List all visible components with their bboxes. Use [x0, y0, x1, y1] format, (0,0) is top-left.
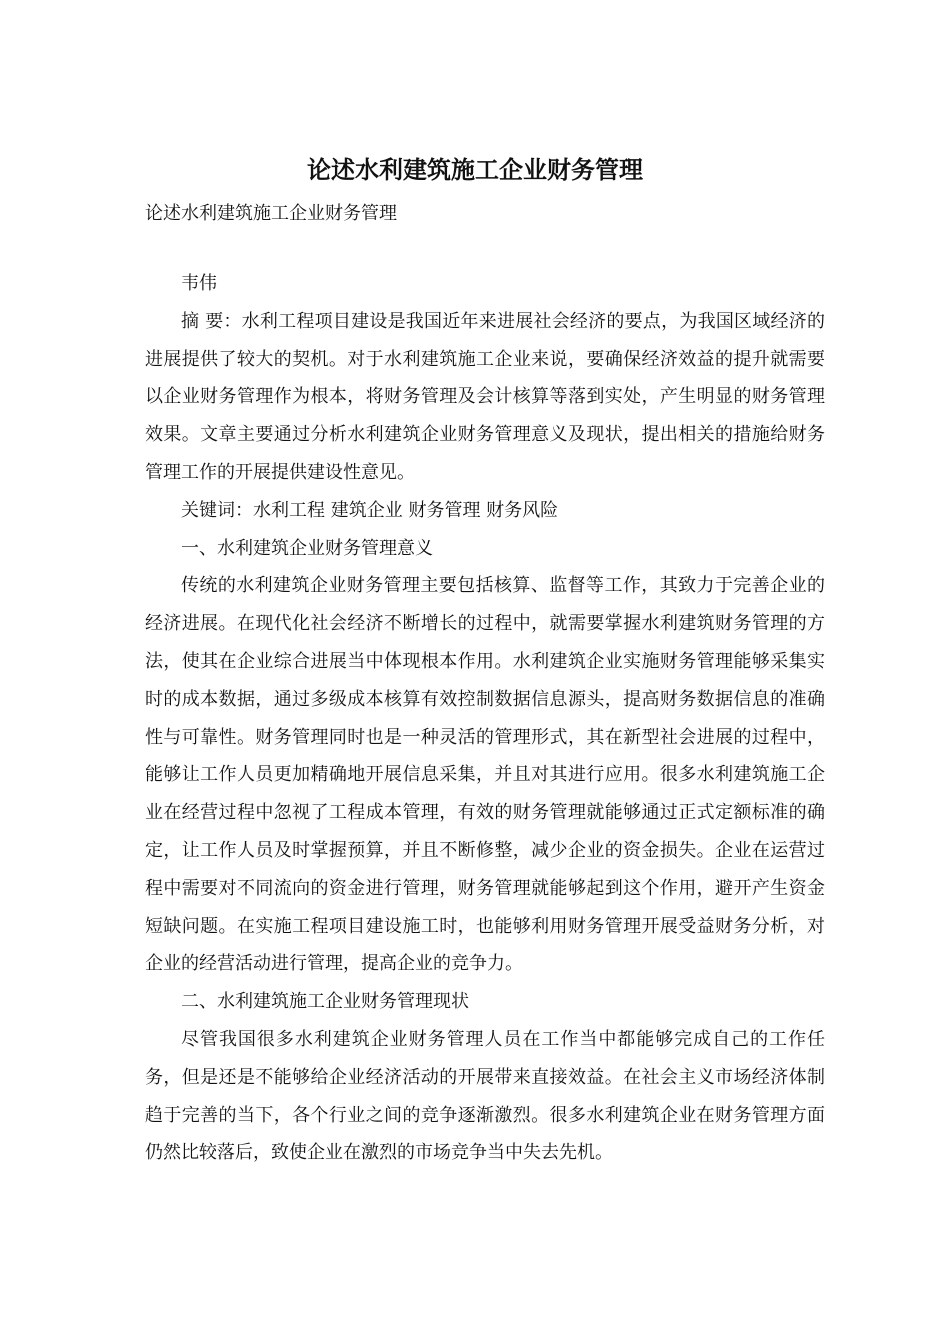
- section-paragraph-1: 传统的水利建筑企业财务管理主要包括核算、监督等工作，其致力于完善企业的经济进展。在现代化社会经济不断增长的过程中，就需要掌握水利建筑财务管理的方法，使其在企业综合进展当中体现根本作用。水利建筑企业实施财务管理能够采集实时的成本数据，通过多级成本核算有效控制数据信息源头，提高财务数据信息的准确性与可靠性。财务管理同时也是一种灵活的管理形式，其在新型社会进展的过程中，能够让工作人员更加精确地开展信息采集，并且对其进行应用。很多水利建筑施工企业在经营过程中忽视了工程成本管理，有效的财务管理就能够通过正式定额标准的确定，让工作人员及时掌握预算，并且不断修整，减少企业的资金损失。企业在运营过程中需要对不同流向的资金进行管理，财务管理就能够起到这个作用，避开产生资金短缺问题。在实施工程项目建设施工时，也能够利用财务管理开展受益财务分析，对企业的经营活动进行管理，提高企业的竞争力。: [145, 575, 825, 975]
- abstract-paragraph: 摘 要：水利工程项目建设是我国近年来进展社会经济的要点，为我国区域经济的进展提供了较大的契机。对于水利建筑施工企业来说，要确保经济效益的提升就需要以企业财务管理作为根本，将财务管理及会计核算等落到实处，产生明显的财务管理效果。文章主要通过分析水利建筑企业财务管理意义及现状，提出相关的措施给财务管理工作的开展提供建设性意见。: [145, 310, 825, 483]
- document-body: [145, 265, 825, 1172]
- section-heading-2: 二、水利建筑施工企业财务管理现状: [181, 991, 469, 1013]
- document-subtitle: 论述水利建筑施工企业财务管理: [145, 203, 397, 224]
- section-heading-1: 一、水利建筑企业财务管理意义: [181, 537, 433, 559]
- author-line: 韦伟: [181, 273, 217, 294]
- keywords-line: 关键词：水利工程 建筑企业 财务管理 财务风险: [181, 499, 559, 521]
- document-title: 论述水利建筑施工企业财务管理: [307, 155, 643, 184]
- section-paragraph-2: 尽管我国很多水利建筑企业财务管理人员在工作当中都能够完成自己的工作任务，但是还是不能够给企业经济活动的开展带来直接效益。在社会主义市场经济体制趋于完善的当下，各个行业之间的竞争逐渐激烈。很多水利建筑企业在财务管理方面仍然比较落后，致使企业在激烈的市场竞争当中失去先机。: [145, 1028, 825, 1164]
